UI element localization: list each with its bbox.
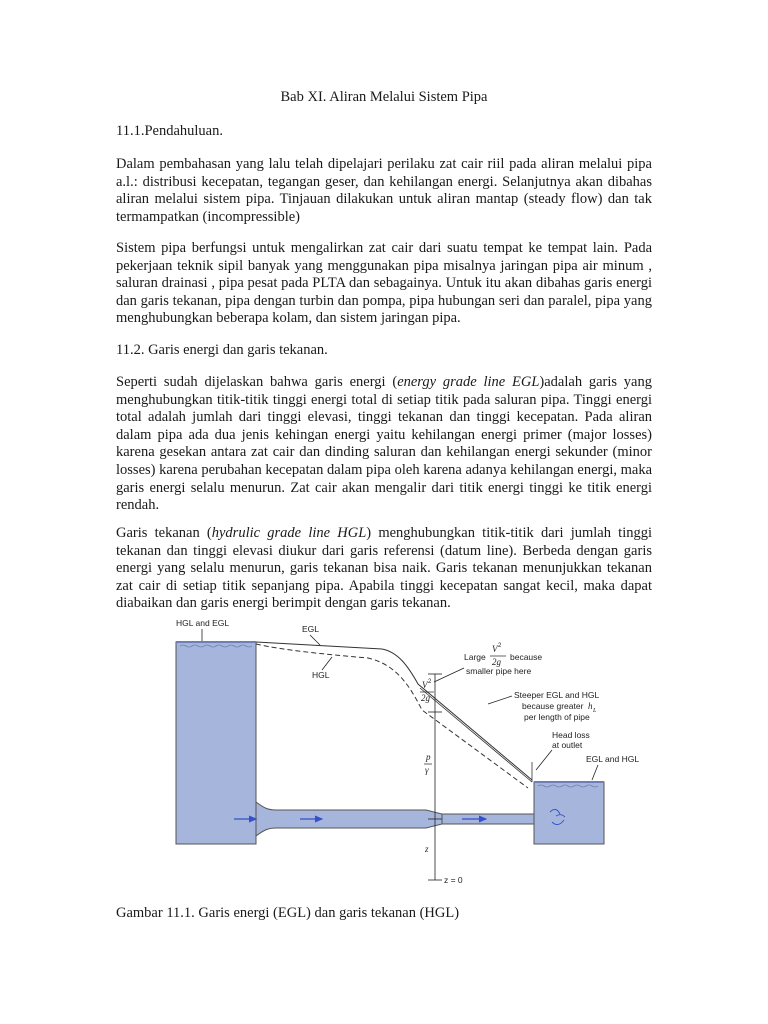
label-dim-v2-superscript: 2 bbox=[428, 679, 432, 685]
upstream-reservoir bbox=[176, 642, 256, 844]
figure-egl-hgl-diagram bbox=[172, 612, 652, 892]
text-run: ) menghubungkan titik-titik dari jumlah tinggi tekanan dan tinggi elevasi diukur dari garis referensi (datum line). Berbeda dengan garis energi yang selalu menurun, garis tekanan bisa naik. Garis tekanan menunjukkan tekanan zat cair di setiap titik sepanjang pipa. Apabila tinggi kecepatan sangat kecil, maka dapat diabaikan dan garis energi berimpit dengan garis tekanan. bbox=[116, 525, 653, 612]
leader-head-loss bbox=[536, 750, 552, 770]
leader-egl-and-hgl bbox=[592, 765, 598, 780]
italic-term-hgl: hydrulic grade line HGL bbox=[211, 525, 367, 541]
downstream-reservoir bbox=[534, 782, 604, 844]
section-heading-garis-energi: 11.2. Garis energi dan garis tekanan. bbox=[116, 342, 328, 358]
label-because: because bbox=[510, 652, 543, 662]
section-heading-pendahuluan: 11.1.Pendahuluan. bbox=[116, 123, 223, 139]
label-head-loss-1: Head loss bbox=[552, 730, 590, 740]
egl-line bbox=[256, 642, 532, 780]
paragraph-garis-tekanan bbox=[116, 525, 652, 613]
label-large-v2: V bbox=[492, 644, 498, 654]
diagram-svg bbox=[172, 612, 652, 892]
leader-egl bbox=[310, 635, 320, 645]
leader-hgl bbox=[322, 657, 332, 670]
italic-term-egl: energy grade line EGL bbox=[397, 374, 540, 390]
leader-steeper bbox=[488, 696, 512, 704]
text-run: Garis tekanan ( bbox=[116, 525, 212, 541]
egl-line-shadow bbox=[420, 688, 532, 782]
label-steeper-1: Steeper EGL and HGL bbox=[514, 690, 600, 700]
label-gamma: γ bbox=[425, 765, 429, 775]
label-steeper-hl: h bbox=[588, 701, 593, 711]
label-egl: EGL bbox=[302, 624, 320, 634]
label-steeper-2: because greater bbox=[522, 701, 584, 711]
pipe-large-section bbox=[256, 802, 442, 836]
paragraph-garis-energi bbox=[116, 374, 652, 515]
label-steeper-hl-subscript: L bbox=[593, 708, 597, 714]
page-title: Bab XI. Aliran Melalui Sistem Pipa bbox=[280, 89, 488, 105]
label-large: Large bbox=[464, 652, 486, 662]
label-large-v2-superscript: 2 bbox=[498, 643, 502, 649]
label-head-loss-2: at outlet bbox=[552, 740, 583, 750]
leader-large-v2 bbox=[434, 668, 464, 682]
pipe-small-section bbox=[442, 814, 534, 824]
label-dim-2g: 2g bbox=[421, 693, 430, 703]
label-steeper-3: per length of pipe bbox=[524, 712, 590, 722]
text-run: )adalah garis yang menghubungkan titik-titik tinggi energi total di setiap titik pada saluran pipa. Tinggi energi total adalah jumlah dari tinggi elevasi, tinggi tekanan dan tinggi kecepatan. Pada aliran dalam pipa ada dua jenis kehingan energi yaitu kehilangan energi primer (major losses) karena gesekan antara zat cair dan dinding saluran dan kehilangan energi sekunder (minor losses) karena perubahan kecepatan dalam pipa oleh karena adanya kehilangan energi, maka garis energi selalu menurun. Zat cair akan mengalir dari titik energi tinggi ke titik energi rendah. bbox=[116, 374, 652, 514]
label-hgl: HGL bbox=[312, 670, 330, 680]
label-datum: z = 0 bbox=[444, 875, 463, 885]
label-p: p bbox=[426, 752, 431, 762]
label-hgl-and-egl: HGL and EGL bbox=[176, 618, 230, 628]
label-large-2g: 2g bbox=[492, 657, 501, 667]
figure-caption: Gambar 11.1. Garis energi (EGL) dan garis tekanan (HGL) bbox=[116, 905, 460, 921]
paragraph-intro: Dalam pembahasan yang lalu telah dipelajari perilaku zat cair riil pada aliran melalui pipa a.l.: distribusi kecepatan, tegangan geser, dan kehilangan energi. Selanjutnya akan dibahas aliran melalui sistem pipa. Tinjauan dilakukan untuk aliran mantap (steady flow) dan tak termampatkan (incompressible) bbox=[116, 156, 652, 225]
label-egl-and-hgl: EGL and HGL bbox=[586, 754, 640, 764]
label-dim-v2: V bbox=[422, 680, 428, 690]
text-run: Seperti sudah dijelaskan bahwa garis energi ( bbox=[116, 374, 398, 390]
paragraph-sistem-pipa: Sistem pipa berfungsi untuk mengalirkan zat cair dari suatu tempat ke tempat lain. Pada pekerjaan teknik sipil banyak yang menggunakan pipa misalnya jaringan pipa air minum , saluran drainasi , pipa pesat pada PLTA dan sebagainya. Untuk itu akan dibahas garis energi dan garis tekanan, pipa dengan turbin dan pompa, pipa hubungan seri dan paralel, pipa yang menghubungkan beberapa kolam, dan sistem jaringan pipa. bbox=[116, 240, 652, 327]
label-smaller-pipe: smaller pipe here bbox=[466, 666, 532, 676]
label-z: z bbox=[425, 844, 429, 854]
